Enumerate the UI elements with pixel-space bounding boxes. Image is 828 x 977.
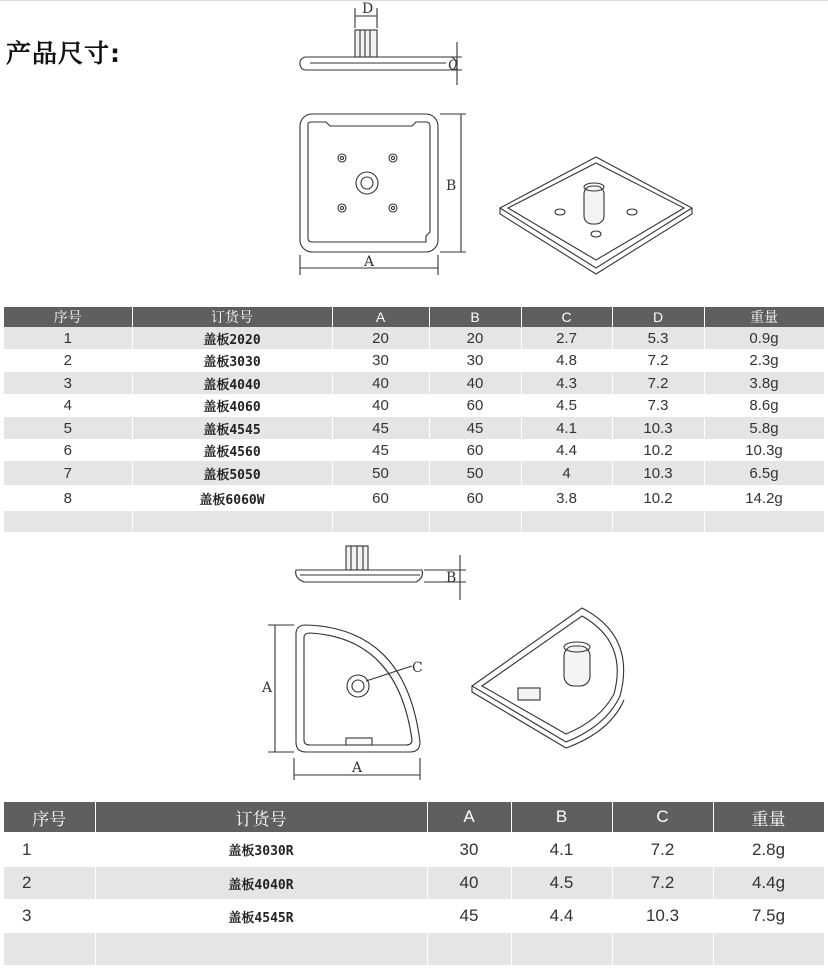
- cell-a: 40: [332, 394, 429, 417]
- cell-a: 45: [427, 899, 511, 933]
- cell-index: 8: [4, 485, 132, 511]
- dim-label-a-bottom: A: [352, 760, 363, 776]
- cell-weight: 0.9g: [704, 327, 824, 349]
- cell-order-no: 盖板3030R: [95, 832, 427, 867]
- cell-order-no: 盖板4060: [132, 394, 332, 417]
- cell-c: 4.3: [521, 372, 612, 394]
- cell-b: 4.5: [511, 867, 612, 899]
- cell-index: 3: [4, 372, 132, 394]
- cell-b: 60: [429, 485, 521, 511]
- cell-a: 45: [332, 417, 429, 439]
- cell-a: 20: [332, 327, 429, 349]
- cell-c: 4: [521, 461, 612, 485]
- cell-c: 10.3: [612, 899, 713, 933]
- dim-label-b: B: [446, 178, 457, 194]
- cell-a: 30: [427, 832, 511, 867]
- cell-index: 2: [4, 867, 95, 899]
- table-row: [4, 372, 824, 394]
- square-plate-front-view: [300, 114, 466, 275]
- cell-d: 10.3: [612, 461, 704, 485]
- cell-a: 50: [332, 461, 429, 485]
- cell-b: 4.4: [511, 899, 612, 933]
- cell-order-no: 盖板3030: [132, 349, 332, 372]
- cell-c: 7.2: [612, 832, 713, 867]
- table-row: [4, 485, 824, 511]
- cell-b: 4.1: [511, 832, 612, 867]
- cell-d: 7.2: [612, 349, 704, 372]
- col-header-b: B: [511, 802, 612, 832]
- cell-weight: 2.3g: [704, 349, 824, 372]
- table-empty-row: [4, 933, 824, 965]
- cell-b: 40: [429, 372, 521, 394]
- cell-index: 4: [4, 394, 132, 417]
- table-empty-row: [4, 511, 824, 532]
- col-header-weight: 重量: [704, 307, 824, 327]
- table-row: [4, 417, 824, 439]
- cell-b: 20: [429, 327, 521, 349]
- cell-order-no: 盖板4040R: [95, 867, 427, 899]
- col-header-b: B: [429, 307, 521, 327]
- round-plate-spec-table: [4, 802, 825, 965]
- cell-weight: 3.8g: [704, 372, 824, 394]
- cell-weight: 5.8g: [704, 417, 824, 439]
- cell-index: 3: [4, 899, 95, 933]
- round-plate-iso-view: [472, 608, 624, 748]
- cell-c: 4.5: [521, 394, 612, 417]
- dim-label-d: D: [362, 1, 374, 17]
- col-header-c: C: [521, 307, 612, 327]
- round-plate-front-view: [268, 625, 420, 780]
- cell-weight: 7.5g: [713, 899, 824, 933]
- square-plate-side-view: [300, 8, 462, 85]
- cell-c: 2.7: [521, 327, 612, 349]
- cell-d: 7.3: [612, 394, 704, 417]
- page-heading: 产品尺寸:: [6, 39, 121, 68]
- cell-c: 7.2: [612, 867, 713, 899]
- cell-weight: 6.5g: [704, 461, 824, 485]
- round-plate-side-view: [296, 546, 466, 600]
- cell-weight: 10.3g: [704, 439, 824, 461]
- cell-weight: 8.6g: [704, 394, 824, 417]
- cell-index: 2: [4, 349, 132, 372]
- cell-c: 4.4: [521, 439, 612, 461]
- cell-order-no: 盖板4545: [132, 417, 332, 439]
- dim-label-c: C: [412, 660, 423, 676]
- dim-label-c: C: [448, 58, 459, 74]
- table-header-row: [4, 307, 824, 327]
- square-plate-drawing: [0, 0, 828, 300]
- cell-index: 7: [4, 461, 132, 485]
- col-header-a: A: [332, 307, 429, 327]
- cell-index: 6: [4, 439, 132, 461]
- table-row: [4, 832, 824, 867]
- table-row: [4, 899, 824, 933]
- cell-d: 7.2: [612, 372, 704, 394]
- col-header-index: 序号: [4, 802, 95, 832]
- cell-a: 30: [332, 349, 429, 372]
- cell-b: 30: [429, 349, 521, 372]
- cell-a: 40: [427, 867, 511, 899]
- cell-b: 50: [429, 461, 521, 485]
- col-header-order-no: 订货号: [132, 307, 332, 327]
- cell-c: 3.8: [521, 485, 612, 511]
- col-header-index: 序号: [4, 307, 132, 327]
- col-header-weight: 重量: [713, 802, 824, 832]
- round-plate-drawing: [0, 538, 828, 798]
- cell-c: 4.1: [521, 417, 612, 439]
- table-row: [4, 461, 824, 485]
- cell-order-no: 盖板5050: [132, 461, 332, 485]
- cell-weight: 4.4g: [713, 867, 824, 899]
- col-header-c: C: [612, 802, 713, 832]
- cell-c: 4.8: [521, 349, 612, 372]
- cell-order-no: 盖板4560: [132, 439, 332, 461]
- table-row: [4, 867, 824, 899]
- square-plate-iso-view: [500, 157, 692, 274]
- dim-label-b: B: [446, 570, 457, 586]
- cell-index: 5: [4, 417, 132, 439]
- cell-a: 40: [332, 372, 429, 394]
- cell-order-no: 盖板6060W: [132, 485, 332, 511]
- cell-b: 45: [429, 417, 521, 439]
- cell-d: 10.2: [612, 485, 704, 511]
- dim-label-a: A: [364, 254, 375, 270]
- table-row: [4, 327, 824, 349]
- table-row: [4, 394, 824, 417]
- cell-order-no: 盖板4545R: [95, 899, 427, 933]
- cell-index: 1: [4, 832, 95, 867]
- cell-b: 60: [429, 439, 521, 461]
- cell-weight: 2.8g: [713, 832, 824, 867]
- col-header-order-no: 订货号: [95, 802, 427, 832]
- cell-d: 10.2: [612, 439, 704, 461]
- cell-order-no: 盖板4040: [132, 372, 332, 394]
- cell-d: 5.3: [612, 327, 704, 349]
- cell-a: 60: [332, 485, 429, 511]
- cell-d: 10.3: [612, 417, 704, 439]
- cell-index: 1: [4, 327, 132, 349]
- cell-b: 60: [429, 394, 521, 417]
- table-row: [4, 349, 824, 372]
- cell-weight: 14.2g: [704, 485, 824, 511]
- cell-order-no: 盖板2020: [132, 327, 332, 349]
- square-plate-spec-table: [4, 307, 825, 532]
- cell-a: 45: [332, 439, 429, 461]
- col-header-d: D: [612, 307, 704, 327]
- col-header-a: A: [427, 802, 511, 832]
- table-header-row: [4, 802, 824, 832]
- dim-label-a-left: A: [262, 680, 273, 696]
- table-row: [4, 439, 824, 461]
